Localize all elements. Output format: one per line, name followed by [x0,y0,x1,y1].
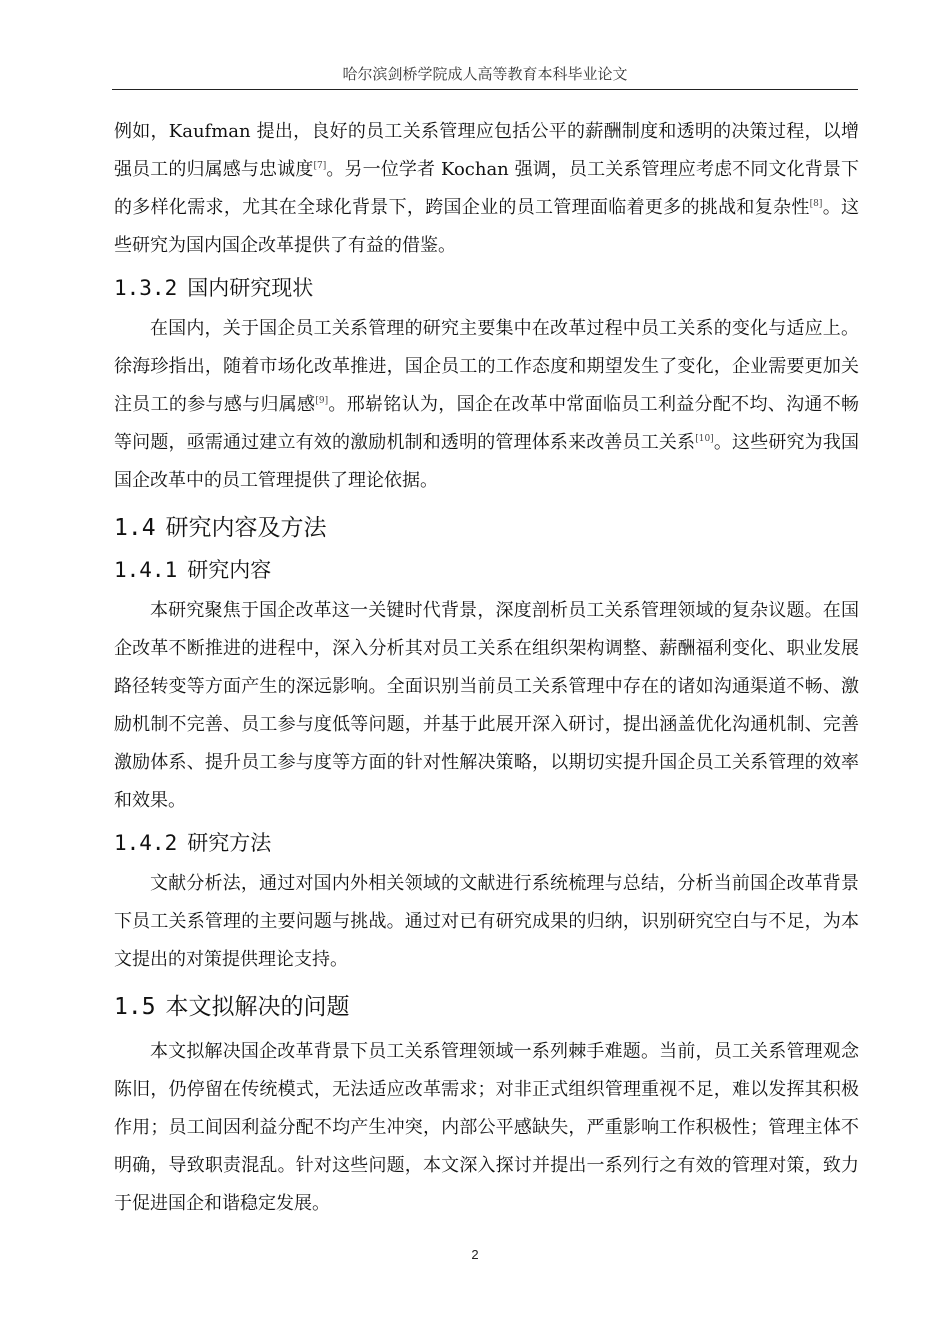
heading-number: 1.4 [114,515,156,541]
paragraph-text: 。邢崭铭认为，国企在改革中常面临员工利益分配不均、沟通不畅等问题，亟需通过建立有效的激励机制和透明的管理体系来改善员工关系 [114,394,860,453]
paragraph-text: 。这些研究为国内国企改革提供了有益的借鉴。 [114,197,860,256]
heading-1-3-2 [114,272,859,304]
header-title: 哈尔滨剑桥学院成人高等教育本科毕业论文 [342,65,628,83]
page-header [112,60,858,90]
citation-ref: [10] [695,434,714,444]
heading-title: 研究内容 [187,558,272,582]
paragraph-research-content: 本研究聚焦于国企改革这一关键时代背景，深度剖析员工关系管理领域的复杂议题。在国企改革不断推进的进程中，深入分析其对员工关系在组织架构调整、薪酬福利变化、职业发展路径转变等方面产生的深远影响。全面识别当前员工关系管理中存在的诸如沟通渠道不畅、激励机制不完善、员工参与度低等问题，并基于此展开深入研讨，提出涵盖优化沟通机制、完善激励体系、提升员工参与度等方面的针对性解决策略，以期切实提升国企员工关系管理的效率和效果。 [114,600,859,811]
paragraph-domestic-research [114,310,859,500]
heading-title: 本文拟解决的问题 [165,994,350,1020]
heading-number: 1.4.1 [114,558,178,582]
heading-1-4-1 [114,554,859,586]
paragraph-foreign-research [114,113,859,265]
heading-title: 国内研究现状 [187,276,314,300]
heading-number: 1.4.2 [114,831,178,855]
paragraph-research-method: 文献分析法，通过对国内外相关领域的文献进行系统梳理与总结，分析当前国企改革背景下员工关系管理的主要问题与挑战。通过对已有研究成果的归纳，识别研究空白与不足，为本文提出的对策提供理论支持。 [114,873,859,970]
paragraph-text: 在国内，关于国企员工关系管理的研究主要集中在改革过程中员工关系的变化与适应上。徐海珍指出，随着市场化改革推进，国企员工的工作态度和期望发生了变化，企业需要更加关注员工的参与感与归属感 [114,318,859,415]
citation-ref: [9] [315,396,329,406]
page-number: 2 [471,1247,479,1262]
heading-title: 研究内容及方法 [165,515,327,541]
heading-number: 1.3.2 [114,276,178,300]
heading-1-5 [114,989,859,1025]
paragraph-text: 。这些研究为我国国企改革中的员工管理提供了理论依据。 [114,432,860,491]
heading-1-4 [114,510,859,546]
paragraph-problems: 本文拟解决国企改革背景下员工关系管理领域一系列棘手难题。当前，员工关系管理观念陈旧，仍停留在传统模式，无法适应改革需求；对非正式组织管理重视不足，难以发挥其积极作用；员工间因利益分配不均产生冲突，内部公平感缺失，严重影响工作积极性；管理主体不明确，导致职责混乱。针对这些问题，本文深入探讨并提出一系列行之有效的管理对策，致力于促进国企和谐稳定发展。 [114,1041,859,1214]
page-body [114,113,859,1223]
citation-ref: [7] [313,161,327,171]
citation-ref: [8] [809,199,823,209]
paragraph-text: 例如，Kaufman 提出，良好的员工关系管理应包括公平的薪酬制度和透明的决策过程，以增强员工的归属感与忠诚度 [114,121,859,180]
heading-title: 研究方法 [187,831,272,855]
heading-number: 1.5 [114,994,156,1020]
paragraph-text: 。另一位学者 Kochan 强调，员工关系管理应考虑不同文化背景下的多样化需求，尤其在全球化背景下，跨国企业的员工管理面临着更多的挑战和复杂性 [114,159,859,218]
heading-1-4-2 [114,827,859,859]
